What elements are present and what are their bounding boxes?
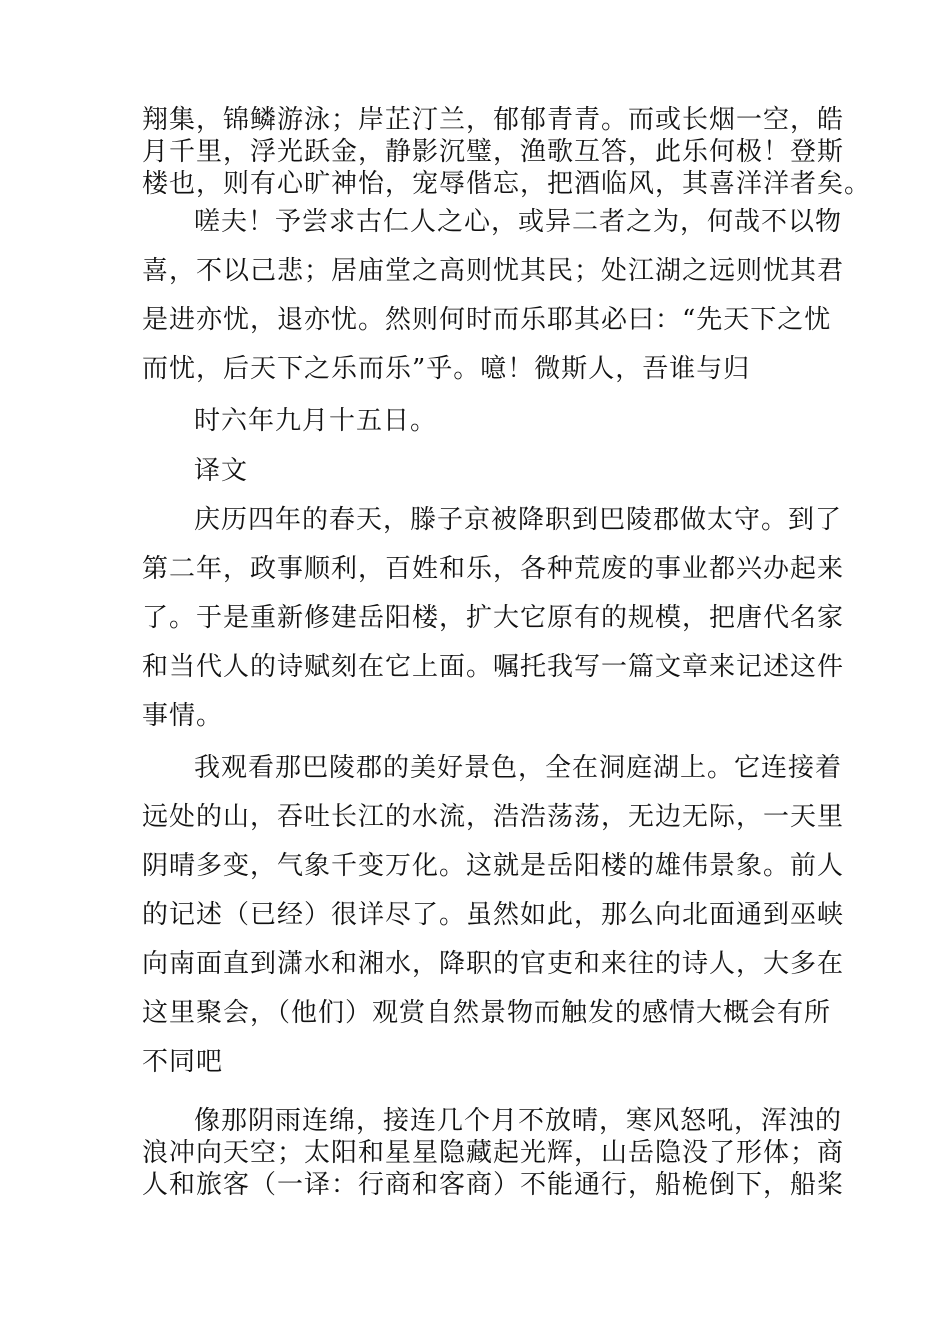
text-line: 这里聚会，（他们）观赏自然景物而触发的感情大概会有所	[142, 998, 832, 1028]
text-line: 远处的山，吞吐长江的水流，浩浩荡荡，无边无际，一天里	[142, 802, 845, 832]
text-line: 我观看那巴陵郡的美好景色，全在洞庭湖上。它连接着	[194, 753, 843, 783]
text-line: 阴晴多变，气象千变万化。这就是岳阳楼的雄伟景象。前人	[142, 851, 845, 881]
paragraph-1	[142, 104, 872, 200]
text-line: 事情。	[142, 701, 224, 731]
paragraph-2	[142, 198, 845, 394]
text-line: 喜，不以己悲；居庙堂之高则忧其民；处江湖之远则忧其君	[142, 256, 845, 286]
text-line: 的记述（已经）很详尽了。虽然如此，那么向北面通到巫峡	[142, 900, 845, 930]
text-line: 人和旅客（一译：行商和客商）不能通行，船桅倒下，船桨	[142, 1170, 845, 1200]
text-line: 时六年九月十五日。	[194, 406, 438, 436]
section-heading	[142, 447, 822, 496]
paragraph-7	[142, 1105, 845, 1201]
paragraph-6	[142, 744, 845, 1087]
text-line: 翔集，锦鳞游泳；岸芷汀兰，郁郁青青。而或长烟一空，皓	[142, 105, 845, 135]
text-line: 和当代人的诗赋刻在它上面。嘱托我写一篇文章来记述这件	[142, 652, 845, 682]
text-line: 庆历四年的春天，滕子京被降职到巴陵郡做太守。到了	[194, 505, 843, 535]
text-line: 了。于是重新修建岳阳楼，扩大它原有的规模，把唐代名家	[142, 603, 845, 633]
text-line: 像那阴雨连绵，接连几个月不放晴，寒风怒吼，浑浊的	[194, 1106, 843, 1136]
text-line: 向南面直到潇水和湘水，降职的官吏和来往的诗人，大多在	[142, 949, 845, 979]
text-line: 而忧，后天下之乐而乐”乎。噫！微斯人，吾谁与归	[142, 354, 751, 384]
text-line: 月千里，浮光跃金，静影沉璧，渔歌互答，此乐何极！登斯	[142, 137, 845, 167]
text-line: 是进亦忧，退亦忧。然则何时而乐耶其必曰：“先天下之忧	[142, 305, 832, 335]
paragraph-3	[142, 397, 822, 446]
text-line: 嗟夫！予尝求古仁人之心，或异二者之为，何哉不以物	[194, 207, 843, 237]
text-line: 不同吧	[142, 1047, 224, 1077]
text-line: 楼也，则有心旷神怡，宠辱偕忘，把酒临风，其喜洋洋者矣。	[142, 169, 872, 199]
heading-text: 译文	[194, 456, 249, 486]
text-line: 第二年，政事顺利，百姓和乐，各种荒废的事业都兴办起来	[142, 554, 845, 584]
text-line: 浪冲向天空；太阳和星星隐藏起光辉，山岳隐没了形体；商	[142, 1138, 845, 1168]
paragraph-5	[142, 496, 845, 741]
